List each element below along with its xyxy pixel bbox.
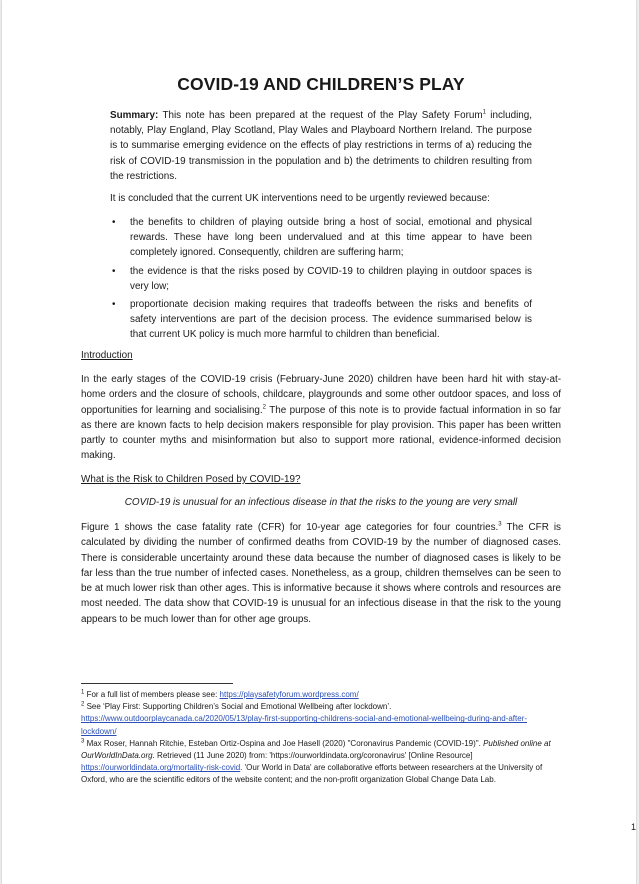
introduction-heading: Introduction — [81, 350, 133, 361]
bullet-text: proportionate decision making requires that tradeoffs between the risks and benefits of safety interventions are part of the decision process. The evidence summarised below is that current UK policy is much more harmful to children than beneficial. — [130, 299, 532, 341]
footnote-1 — [81, 689, 561, 701]
bullet-dot-icon: • — [112, 217, 116, 228]
footnote-3-link[interactable]: https://ourworldindata.org/mortality-risk-covid — [81, 763, 241, 773]
footnote-ref-1[interactable]: 1 — [482, 109, 486, 116]
conclusion-bullet-list — [110, 215, 532, 346]
figure-text-2: The CFR is calculated by dividing the number of confirmed deaths from COVID-19 by the number of diagnosed cases. There is considerable uncertainty around these data because the number of diagnosed cases is likely to be far less than the true number of infected cases. Nonetheless, as a group, children themselves can be seen to be at much lower risk than other ages. This is informative because it shows where controls and resources are most needed. The data show that COVID-19 is unusual for an infectious disease in that the risk to the young appears to be much lower than for other age groups. — [81, 522, 561, 625]
footnote-3 — [81, 738, 561, 787]
bullet-text: the evidence is that the risks posed by COVID-19 to children playing in outdoor spaces is very low; — [130, 265, 532, 292]
bullet-text: the benefits to children of playing outside bring a host of social, emotional and physical rewards. These have long been undervalued and at this time appear to have been completely ignored. Consequently, children are suffering harm; — [130, 217, 532, 259]
risk-italic-statement: COVID-19 is unusual for an infectious disease in that the risks to the young are very small — [124, 497, 518, 508]
figure-text-1: Figure 1 shows the case fatality rate (CFR) for 10-year age categories for four countries. — [81, 522, 499, 533]
footnote-number: 2 — [81, 701, 85, 708]
summary-paragraph — [110, 108, 532, 184]
bullet-dot-icon: • — [112, 299, 116, 311]
footnote-number: 1 — [81, 689, 85, 696]
footnote-text: . 'Our World in Data' are collaborative efforts between researchers at the University of Oxford, who are the scientific editors of the website content; and the non-profit organization Global Change Data Lab. — [81, 763, 543, 785]
document-title: COVID-19 AND CHILDREN’S PLAY — [177, 74, 465, 94]
figure-paragraph — [81, 520, 561, 627]
footnote-2-link[interactable]: https://www.outdoorplaycanada.ca/2020/05/13/play-first-supporting-childrens-social-and-emotional-wellbeing-during-and-after-lockdown/ — [81, 714, 528, 736]
risk-heading: What is the Risk to Children Posed by COVID-19? — [81, 474, 301, 485]
summary-label: Summary: — [110, 110, 159, 121]
footnote-text: Retrieved (11 June 2020) from: 'https://ourworldindata.org/coronavirus' [Online Resource] — [154, 751, 473, 761]
footnote-published: Published online at OurWorldInData.org. — [81, 738, 551, 761]
summary-text-2: including, notably, Play England, Play Scotland, Play Wales and Playboard Northern Ireland. The purpose is to summarise emerging evidence on the effects of play restrictions in terms of a) reducing the risk of COVID-19 transmission in the population and b) the detriments to children resulting from the restrictions. — [110, 110, 532, 182]
page-number: 1 — [631, 822, 637, 832]
footnote-1-link[interactable]: https://playsafetyforum.wordpress.com/ — [219, 690, 359, 699]
footnote-2 — [81, 701, 561, 738]
bullet-item — [110, 264, 532, 294]
footnote-text: Max Roser, Hannah Ritchie, Esteban Ortiz-Ospina and Joe Hasell (2020) "Coronavirus Pandemic (COVID-19)". — [84, 738, 484, 748]
footnote-number: 3 — [81, 738, 85, 745]
bullet-item — [110, 215, 532, 261]
footnote-divider — [81, 683, 233, 684]
footnote-ref-2[interactable]: 2 — [262, 404, 266, 411]
bullet-dot-icon: • — [112, 265, 116, 277]
intro-text-1: In the early stages of the COVID-19 crisis (February-June 2020) children have been hard hit with stay-at-home orders and the closure of schools, childcare, playgrounds and some other outdoor spaces, and loss of opportunities for learning and socialising. — [81, 374, 561, 416]
intro-text-2: The purpose of this note is to provide factual information in so far as there are known facts to help decision makers responsible for play provision. This paper has been written partly to counter myths and misinformation but also to support more rational, evidence-informed decision making. — [81, 404, 561, 462]
bullet-item — [110, 297, 532, 343]
conclusion-sentence: It is concluded that the current UK interventions need to be urgently reviewed because: — [110, 193, 490, 204]
document-page — [2, 0, 636, 884]
footnotes — [81, 689, 561, 787]
footnote-ref-3[interactable]: 3 — [498, 521, 502, 528]
introduction-paragraph — [81, 372, 561, 464]
footnote-text: See ‘Play First: Supporting Children’s Social and Emotional Wellbeing after lockdown’. — [84, 702, 392, 712]
footnote-text: For a full list of members please see: — [84, 690, 220, 699]
summary-text-1: This note has been prepared at the request of the Play Safety Forum — [158, 110, 483, 121]
